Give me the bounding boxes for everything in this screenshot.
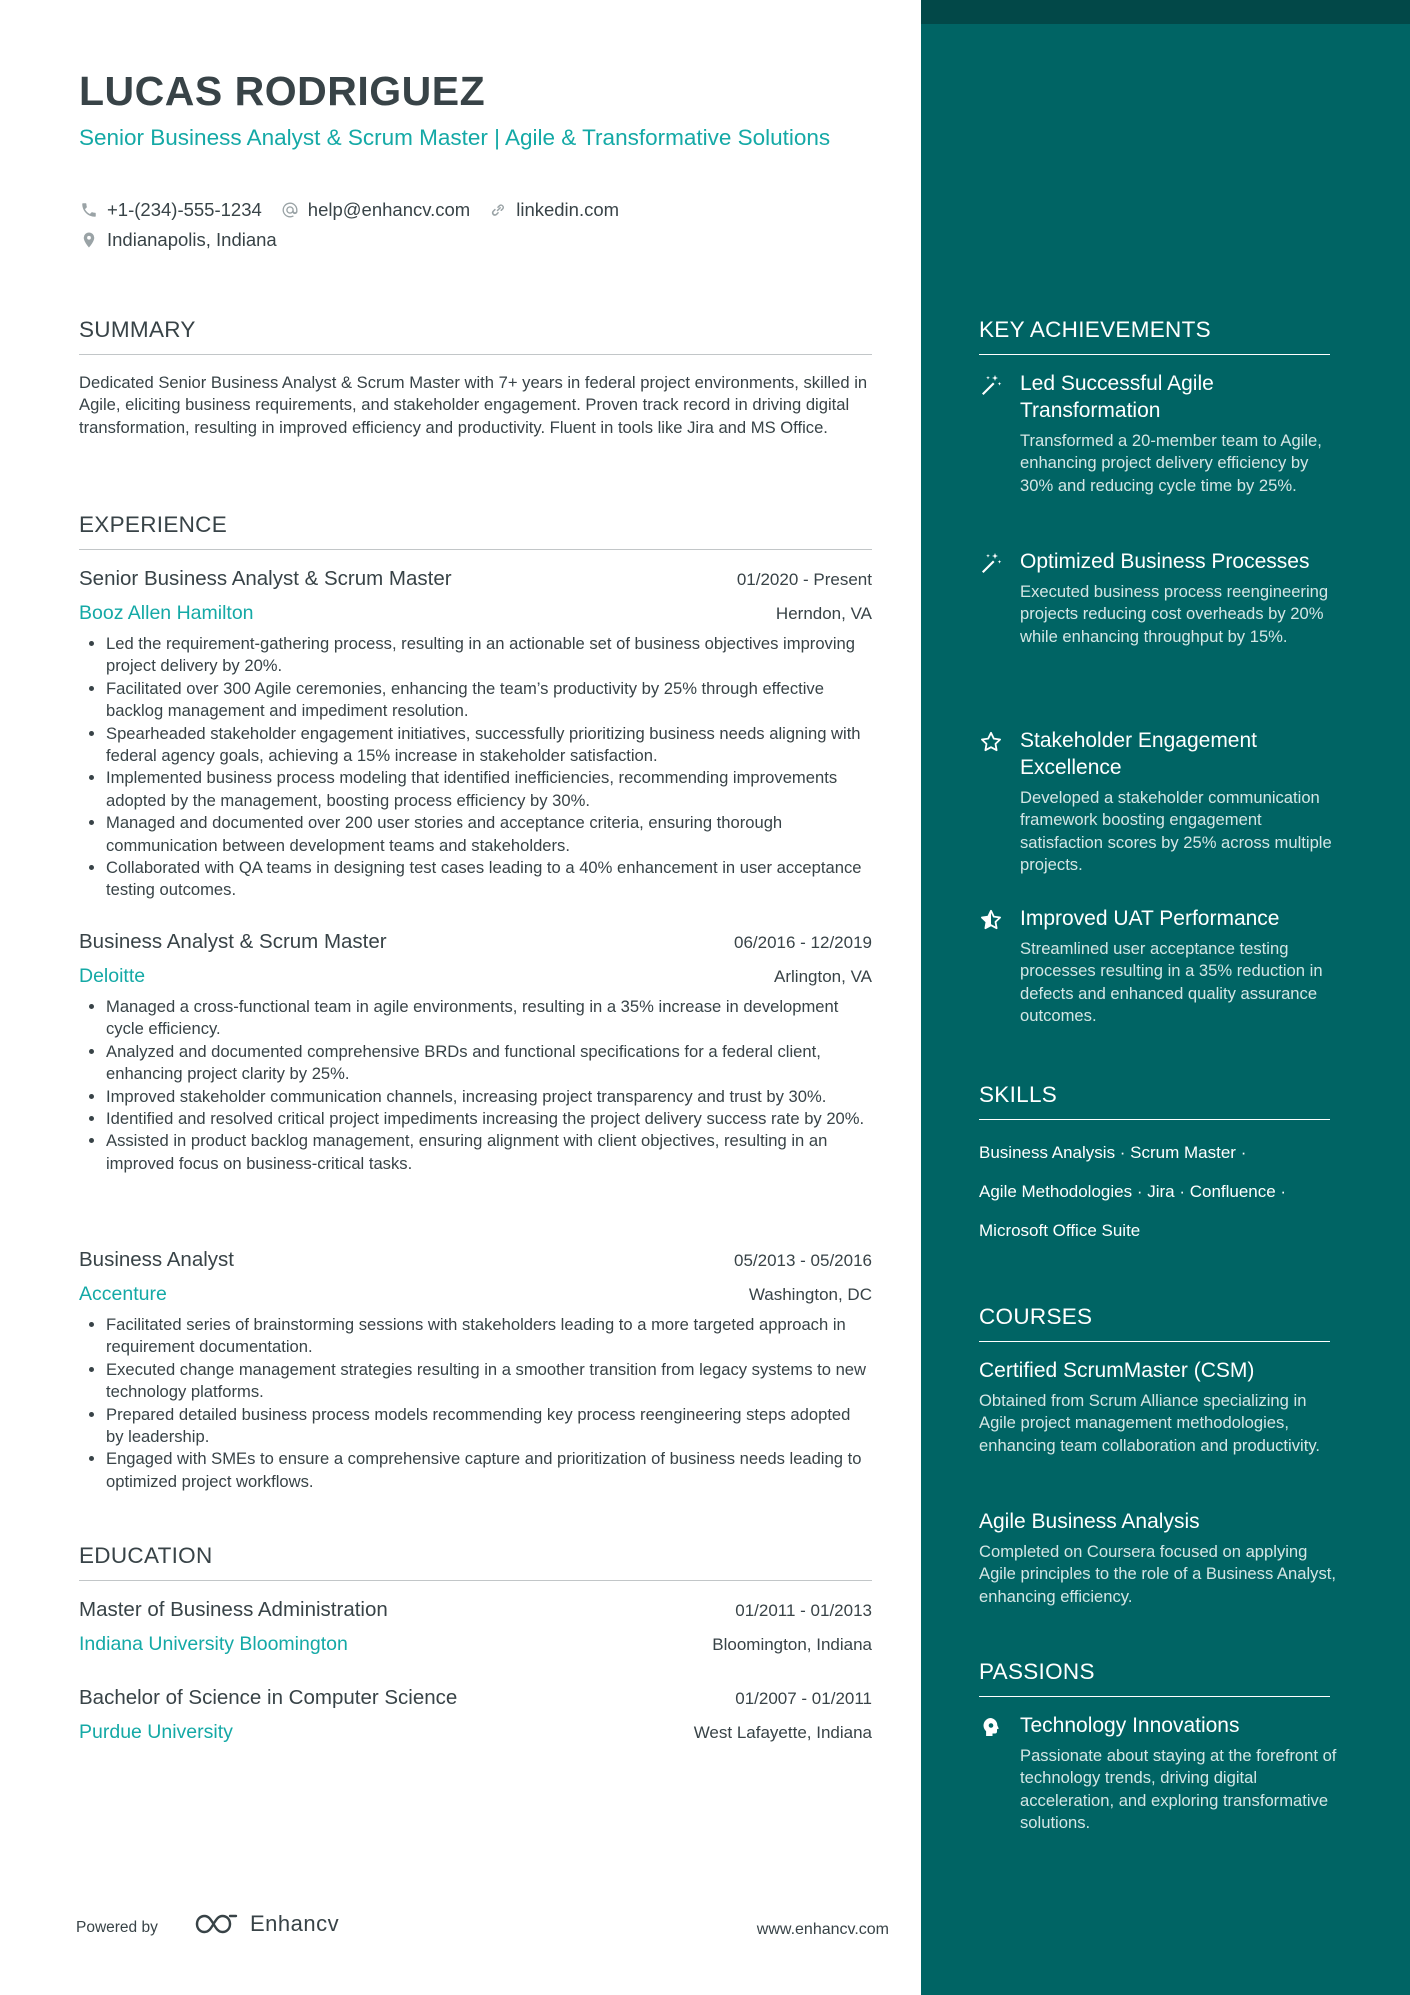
course-desc: Completed on Coursera focused on applying Agile principles to the role of a Business Analyst, enhancing efficiency. xyxy=(979,1542,1336,1606)
job-bullet: • Facilitated over 300 Agile ceremonies, enhancing the team’s productivity by 25% through effective backlog management and impediment resolution. xyxy=(106,678,872,723)
achievement-desc: Streamlined user acceptance testing processes resulting in a 35% reduction in defects and enhanced quality assurance outcomes. xyxy=(1020,939,1323,1026)
job-bullet: • Identified and resolved critical project impediments increasing the project delivery success rate by 20%. xyxy=(106,1108,872,1130)
achievement-title: Optimized Business Processes xyxy=(1020,550,1310,573)
contact-email[interactable]: help@enhancv.com xyxy=(280,199,470,221)
achievement-title: Stakeholder Engagement Excellence xyxy=(1020,729,1257,779)
passion-item xyxy=(979,1712,1339,1835)
magic-wand-icon xyxy=(979,551,1003,575)
location-pin-icon xyxy=(79,230,99,250)
job-dates: 06/2016 - 12/2019 xyxy=(733,933,872,952)
job-role: Business Analyst & Scrum Master xyxy=(79,930,387,953)
job-bullet: • Prepared detailed business process models recommending key process reengineering steps adopted by leadership. xyxy=(106,1404,872,1449)
skills-heading: SKILLS xyxy=(979,1082,1330,1120)
job-bullet: • Managed a cross-functional team in agile environments, resulting in a 35% increase in development cycle efficiency. xyxy=(106,996,872,1041)
enhancv-logo-icon xyxy=(194,1911,240,1937)
course-title: Certified ScrumMaster (CSM) xyxy=(979,1359,1255,1382)
education-item xyxy=(79,1686,872,1744)
job-bullets xyxy=(79,1314,872,1493)
passions-heading: PASSIONS xyxy=(979,1659,1330,1697)
job-bullet: • Assisted in product backlog management, ensuring alignment with client objectives, resulting in an improved focus on business-critical tasks. xyxy=(106,1130,872,1175)
summary-heading: SUMMARY xyxy=(79,317,872,355)
contact-location: Indianapolis, Indiana xyxy=(79,229,277,251)
edu-location: West Lafayette, Indiana xyxy=(693,1723,872,1742)
job-location: Washington, DC xyxy=(748,1285,872,1304)
summary-text: Dedicated Senior Business Analyst & Scrum Master with 7+ years in federal project environments, skilled in Agile, eliciting business requirements, and stakeholder engagement. Proven track record in driving digital transformation, resulting in improved efficiency and productivity. Fluent in tools like Jira and MS Office. xyxy=(79,373,868,437)
experience-item xyxy=(79,567,872,902)
course-item xyxy=(979,1508,1339,1608)
skills-line: Microsoft Office Suite xyxy=(979,1221,1141,1240)
experience-heading: EXPERIENCE xyxy=(79,512,872,550)
skills-list xyxy=(979,1133,1339,1250)
link-icon xyxy=(488,200,508,220)
achievement-desc: Transformed a 20-member team to Agile, enhancing project delivery efficiency by 30% and reducing cycle time by 25%. xyxy=(1020,431,1322,495)
course-item xyxy=(979,1357,1339,1457)
edu-dates: 01/2007 - 01/2011 xyxy=(735,1689,872,1708)
education-heading: EDUCATION xyxy=(79,1543,872,1581)
contact-linkedin[interactable]: linkedin.com xyxy=(488,199,619,221)
at-sign-icon xyxy=(280,200,300,220)
job-dates: 05/2013 - 05/2016 xyxy=(733,1251,872,1270)
star-half-icon xyxy=(979,908,1003,932)
magic-wand-icon xyxy=(979,373,1003,397)
skills-line: Agile Methodologies · Jira · Confluence · xyxy=(979,1182,1287,1201)
edu-degree: Bachelor of Science in Computer Science xyxy=(79,1686,458,1709)
achievements-heading: KEY ACHIEVEMENTS xyxy=(979,317,1330,355)
job-dates: 01/2020 - Present xyxy=(736,570,872,589)
footer-brand-name: Enhancv xyxy=(250,1911,340,1936)
achievement-item xyxy=(979,905,1339,1028)
experience-item xyxy=(79,930,872,1175)
star-outline-icon xyxy=(979,730,1003,754)
courses-heading: COURSES xyxy=(979,1304,1330,1342)
edu-school: Purdue University xyxy=(79,1721,233,1743)
job-role: Business Analyst xyxy=(79,1248,234,1271)
candidate-title: Senior Business Analyst & Scrum Master | Agile & Transformative Solutions xyxy=(79,125,831,150)
job-company: Accenture xyxy=(79,1283,167,1305)
job-bullet: • Facilitated series of brainstorming sessions with stakeholders leading to a more targeted approach in requirement documentation. xyxy=(106,1314,872,1359)
achievement-item xyxy=(979,370,1339,497)
passion-desc: Passionate about staying at the forefront of technology trends, driving digital acceleration, and exploring transformative solutions. xyxy=(1020,1746,1337,1833)
course-desc: Obtained from Scrum Alliance specializing in Agile project management methodologies, enhancing team collaboration and productivity. xyxy=(979,1391,1320,1455)
job-bullet: • Improved stakeholder communication channels, increasing project transparency and trust by 30%. xyxy=(106,1086,872,1108)
achievement-title: Led Successful Agile Transformation xyxy=(1020,372,1214,422)
contact-row-2 xyxy=(79,229,295,251)
education-item xyxy=(79,1598,872,1656)
achievement-desc: Executed business process reengineering projects reducing cost overheads by 20% while enhancing throughput by 15%. xyxy=(1020,582,1329,646)
footer-url[interactable]: www.enhancv.com xyxy=(756,1921,889,1938)
brain-icon xyxy=(979,1715,1003,1739)
edu-dates: 01/2011 - 01/2013 xyxy=(735,1601,872,1620)
job-location: Arlington, VA xyxy=(774,967,872,986)
phone-icon xyxy=(79,200,99,220)
achievement-item xyxy=(979,548,1339,648)
job-company: Booz Allen Hamilton xyxy=(79,602,254,624)
candidate-name: LUCAS RODRIGUEZ xyxy=(79,68,486,114)
job-bullet: • Engaged with SMEs to ensure a comprehensive capture and prioritization of business needs leading to optimized project workflows. xyxy=(106,1448,872,1493)
footer-powered-by: Powered by xyxy=(76,1919,158,1936)
job-location: Herndon, VA xyxy=(775,604,872,623)
achievement-desc: Developed a stakeholder communication framework boosting engagement satisfaction scores by 25% across multiple projects. xyxy=(1020,788,1332,875)
job-role: Senior Business Analyst & Scrum Master xyxy=(79,567,452,590)
job-bullet: • Analyzed and documented comprehensive BRDs and functional specifications for a federal client, enhancing project clarity by 25%. xyxy=(106,1041,872,1086)
job-bullet: • Spearheaded stakeholder engagement initiatives, successfully prioritizing business needs aligning with federal agency goals, achieving a 15% increase in stakeholder satisfaction. xyxy=(106,723,872,768)
job-bullet: • Led the requirement-gathering process, resulting in an actionable set of business objectives improving project delivery by 20%. xyxy=(106,633,872,678)
contact-row-1 xyxy=(79,199,637,221)
job-company: Deloitte xyxy=(79,965,146,987)
job-bullet: • Managed and documented over 200 user stories and acceptance criteria, ensuring thorough communication between development teams and stakeholders. xyxy=(106,812,872,857)
job-bullets xyxy=(79,996,872,1175)
skills-line: Business Analysis · Scrum Master · xyxy=(979,1143,1247,1162)
edu-school: Indiana University Bloomington xyxy=(79,1633,348,1655)
sidebar xyxy=(921,0,1410,1995)
job-bullet: • Implemented business process modeling that identified inefficiencies, recommending improvements adopted by the management, boosting process efficiency by 30%. xyxy=(106,767,872,812)
edu-degree: Master of Business Administration xyxy=(79,1598,388,1621)
experience-item xyxy=(79,1248,872,1493)
job-bullets xyxy=(79,633,872,902)
job-bullet: • Collaborated with QA teams in designing test cases leading to a 40% enhancement in user acceptance testing outcomes. xyxy=(106,857,872,902)
achievement-title: Improved UAT Performance xyxy=(1020,907,1280,930)
sidebar-top-bar xyxy=(921,0,1410,24)
job-bullet: • Executed change management strategies resulting in a smoother transition from legacy systems to new technology platforms. xyxy=(106,1359,872,1404)
edu-location: Bloomington, Indiana xyxy=(712,1635,872,1654)
footer-brand-logo[interactable] xyxy=(194,1911,339,1937)
achievement-item xyxy=(979,727,1339,877)
contact-phone: +1-(234)-555-1234 xyxy=(79,199,262,221)
course-title: Agile Business Analysis xyxy=(979,1510,1200,1533)
passion-title: Technology Innovations xyxy=(1020,1714,1240,1737)
